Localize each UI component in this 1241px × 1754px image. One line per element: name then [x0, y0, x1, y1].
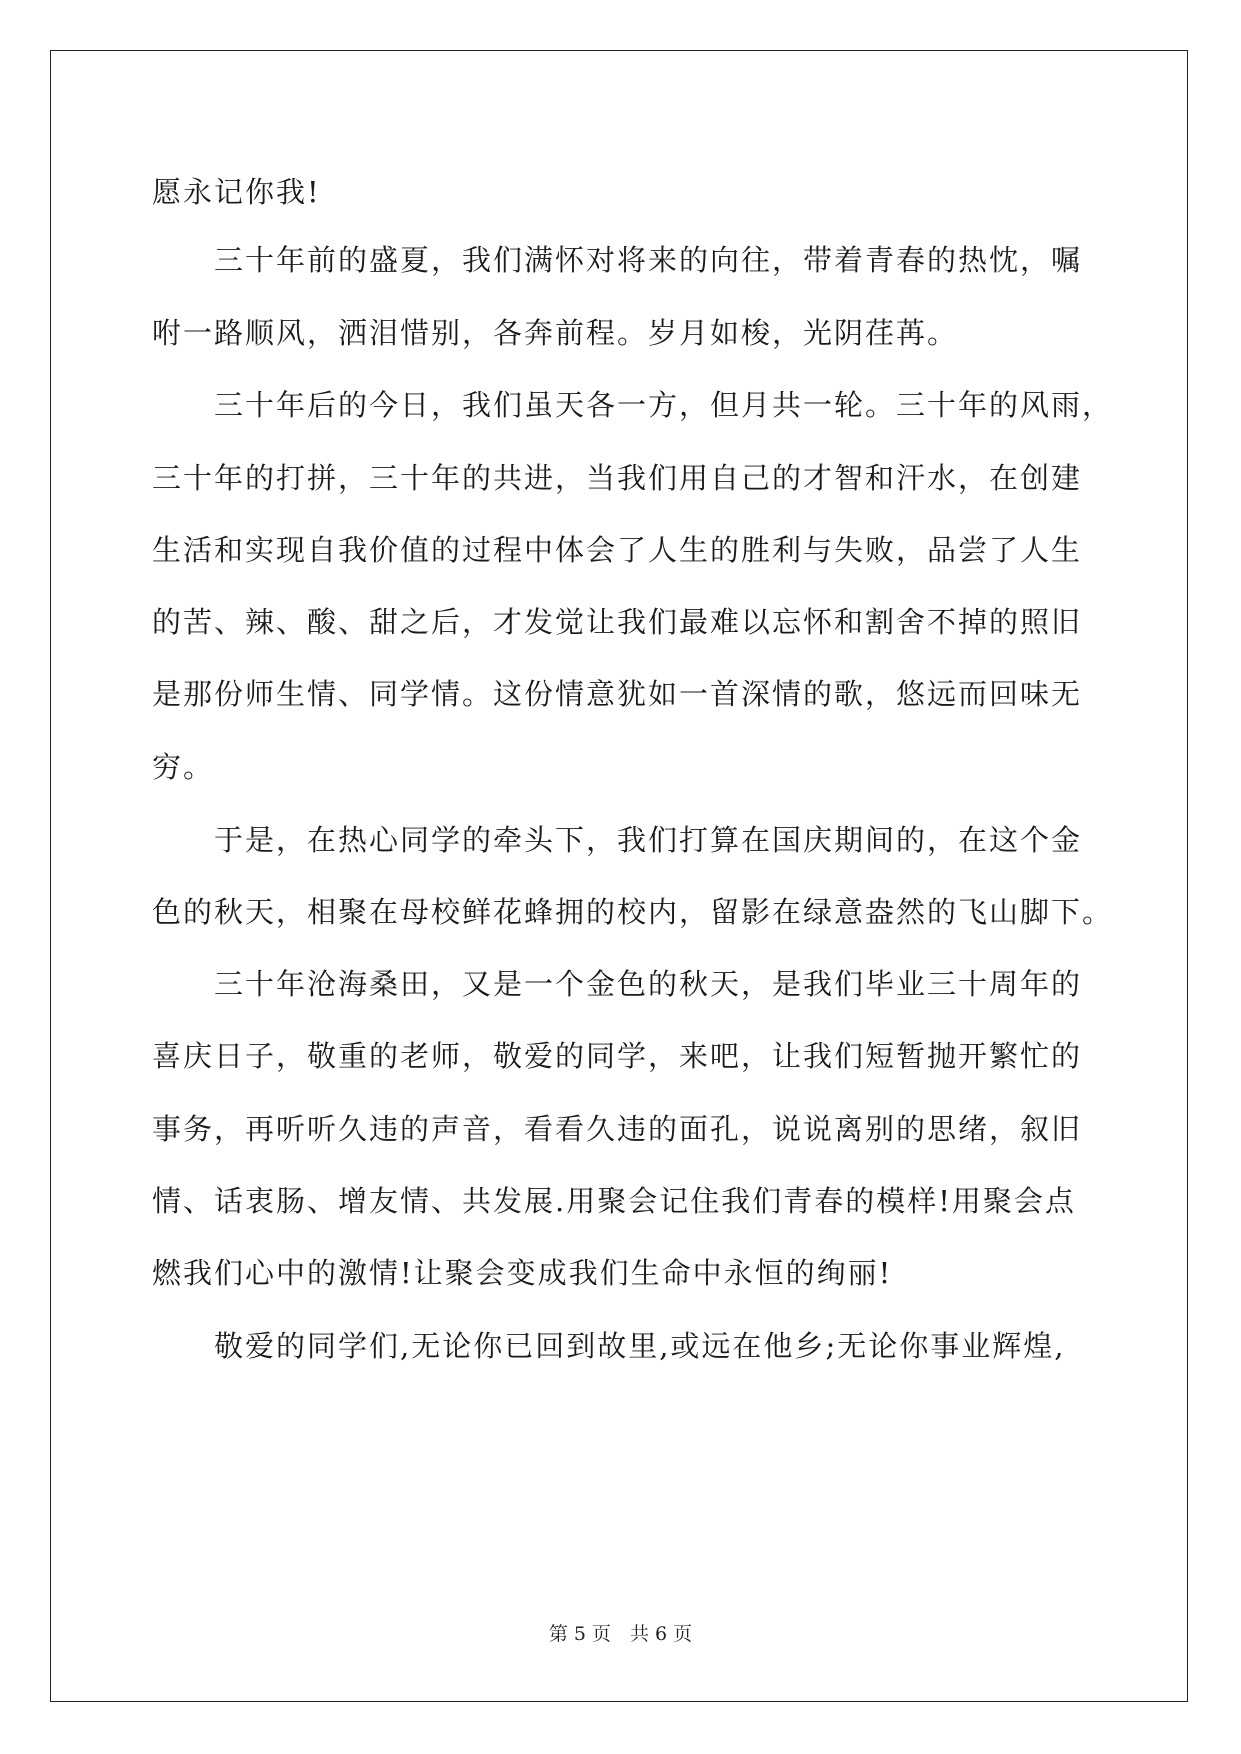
page-border — [50, 50, 1188, 1702]
text-line: 生活和实现自我价值的过程中体会了人生的胜利与失败，品尝了人生 — [152, 533, 1083, 567]
text-line: 事务，再听听久违的声音，看看久违的面孔，说说离别的思绪，叙旧 — [152, 1112, 1083, 1146]
text-line: 于是，在热心同学的牵头下，我们打算在国庆期间的，在这个金 — [152, 823, 1083, 857]
text-line: 色的秋天，相聚在母校鲜花蜂拥的校内，留影在绿意盎然的飞山脚下。 — [152, 895, 1114, 929]
text-line: 的苦、辣、酸、甜之后，才发觉让我们最难以忘怀和割舍不掉的照旧 — [152, 605, 1083, 639]
text-line: 喜庆日子，敬重的老师，敬爱的同学，来吧，让我们短暂抛开繁忙的 — [152, 1039, 1083, 1073]
text-line: 咐一路顺风，洒泪惜别，各奔前程。岁月如梭，光阴荏苒。 — [152, 316, 959, 350]
page-number-footer: 第 5 页 共 6 页 — [548, 1623, 693, 1645]
text-line: 三十年的打拼，三十年的共进，当我们用自己的才智和汗水，在创建 — [152, 461, 1083, 495]
text-line: 三十年沧海桑田，又是一个金色的秋天，是我们毕业三十周年的 — [152, 967, 1083, 1001]
text-line: 穷。 — [152, 750, 215, 784]
text-line: 是那份师生情、同学情。这份情意犹如一首深情的歌，悠远而回味无 — [152, 677, 1083, 711]
text-line: 三十年后的今日，我们虽天各一方，但月共一轮。三十年的风雨， — [152, 388, 1114, 422]
text-line: 愿永记你我! — [152, 175, 321, 209]
text-line: 三十年前的盛夏，我们满怀对将来的向往，带着青春的热忱，嘱 — [152, 243, 1083, 277]
text-line: 敬爱的同学们,无论你已回到故里,或远在他乡;无论你事业辉煌, — [152, 1329, 1066, 1363]
text-line: 情、话衷肠、增友情、共发展.用聚会记住我们青春的模样!用聚会点 — [152, 1184, 1076, 1218]
text-line: 燃我们心中的激情!让聚会变成我们生命中永恒的绚丽! — [152, 1256, 893, 1290]
